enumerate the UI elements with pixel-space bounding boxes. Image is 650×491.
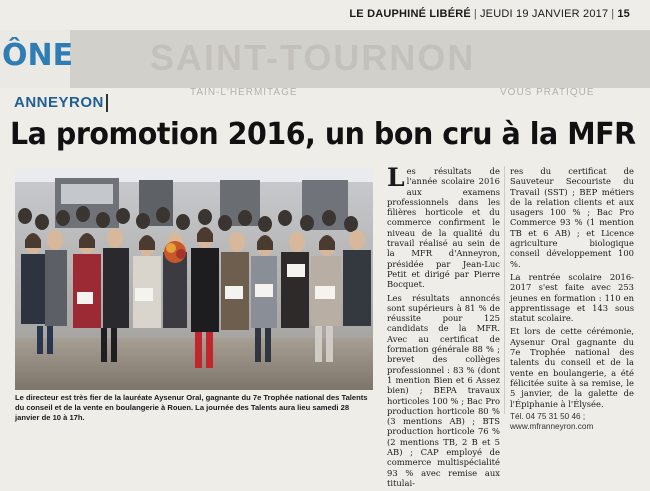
contact-phone: Tél. 04 75 31 50 46 ; — [510, 411, 586, 421]
article-kicker: ANNEYRON — [14, 94, 104, 111]
paragraph-enrollment: La rentrée scolaire 2016-2017 s'est faite avec 253 jeunes en formation : 110 en apprentissage et 143 sous statut scolaire. — [510, 271, 634, 324]
group-photo — [15, 168, 373, 390]
contact-info — [510, 412, 634, 433]
newspaper-name: LE DAUPHINÉ LIBÉRÉ — [349, 8, 471, 20]
article-column-2 — [510, 166, 634, 432]
article-headline: La promotion 2016, un bon cru à la MFR — [10, 117, 636, 152]
paragraph-ceremony: Et lors de cette cérémonie, Aysenur Oral gagnante du 7e Trophée national des talents du conseil et de la vente en boulangerie, a été félicitée suite à sa remise, le 5 janvier, de la galette de l'Épiphanie à l'Élysée. — [510, 326, 634, 409]
column-divider — [504, 166, 505, 414]
paragraph-results-continued: res du certificat de Sauveteur Secouriste du Travail (SST) ; BEP métiers de la relation clients et aux usagers 100 % ; Bac Pro Commerce 93 % (1 mention TB et 6 AB) ; et Licence agriculture biologique conseil développement 100 %. — [510, 166, 634, 269]
bleed-through-text-2: VOUS PRATIQUE — [500, 87, 595, 98]
section-region-label: ÔNE — [2, 38, 74, 73]
bleed-through-heading: SAINT-TOURNON — [150, 37, 476, 78]
photo-caption: Le directeur est très fier de la lauréate Aysenur Oral, gagnante du 7e Trophée national des Talents du conseil et de la vente en boulangerie à Rouen. La journée des Talents aura lieu samedi 28 janvier de 10 à 17h. — [15, 393, 368, 422]
page-number: 15 — [617, 8, 630, 20]
paragraph-intro: es résultats de l'année scolaire 2016 aux examens professionnels dans les filières horticole et du commerce confirment le niveau de la qualité du travail réalisé au sein de la MFR d'Anneyron, présidée par Jean-Luc Petit et dirigé par Pierre Bocquet. — [387, 166, 500, 290]
bleed-through-text-1: TAIN-L'HERMITAGE — [190, 87, 298, 98]
masthead: LE DAUPHINÉ LIBÉRÉ | JEUDI 19 JANVIER 2017 | 15 — [349, 8, 630, 20]
contact-website: www.mfranneyron.com — [510, 422, 594, 432]
paragraph-results: Les résultats annoncés sont supérieurs à 81 % de réussite pour 125 candidats de la MFR. Avec au certificat de formation générale 88 % ; brevet des collèges professionnel : 83 % (dont 1 mention Bien et 6 Assez bien) ; BEPA travaux horticoles 100 % ; Bac Pro production horticole 80 % (3 mentions AB) ; BTS production horticole 76 % (2 mentions TB, 2 B et 5 AB) ; CAP employé de commerce multispécialité 93 % avec remise aux titulai- — [387, 292, 500, 488]
group-photo-illustration — [15, 168, 373, 390]
article-column-1 — [387, 163, 500, 491]
issue-date: JEUDI 19 JANVIER 2017 — [479, 8, 609, 20]
section-band — [0, 30, 650, 88]
kicker-divider — [106, 94, 108, 112]
drop-cap: L — [387, 163, 405, 192]
